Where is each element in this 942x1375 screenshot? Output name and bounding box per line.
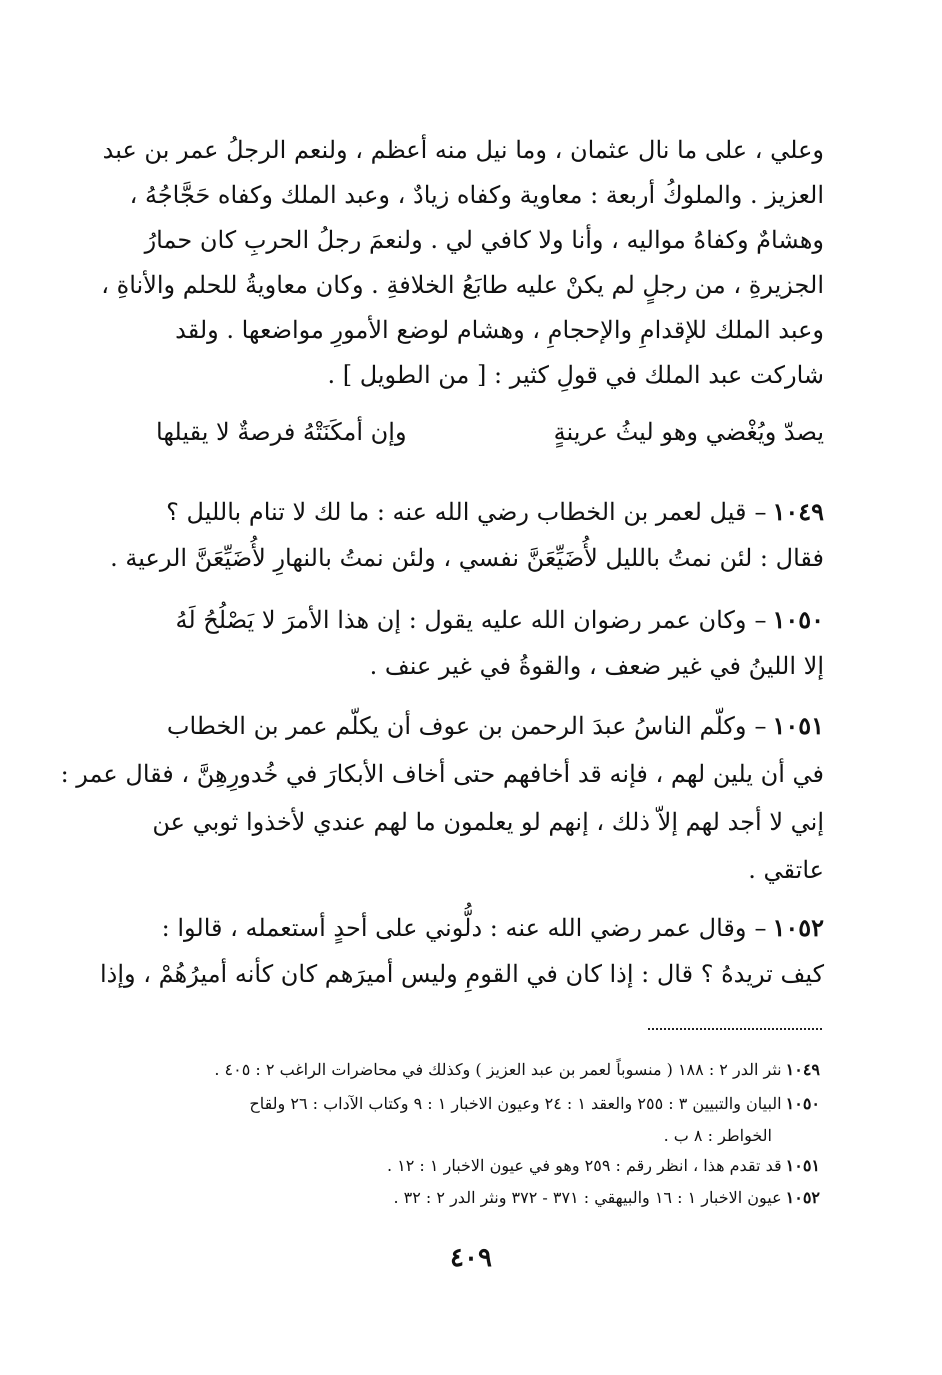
entry-text: وقال عمر رضي الله عنه : دلُّوني على أحدٍ أستعمله ، قالوا : [161, 914, 747, 942]
verse-first-hemistich: يصدّ ويُغْضي وهو ليثُ عرينةٍ [553, 418, 824, 446]
entry-first-line [0, 908, 942, 948]
footnote-number: ١٠٥٠ [785, 1094, 820, 1113]
footnote [0, 1184, 942, 1212]
entry-number: ١٠٥٠ [772, 605, 824, 634]
entry-first-line [0, 600, 942, 640]
entry-first-line [0, 492, 942, 532]
entry-dash: – [754, 606, 767, 634]
entry-dash: – [754, 914, 767, 942]
footnote [0, 1056, 942, 1084]
entry-text: وكان عمر رضوان الله عليه يقول : إن هذا الأمرَ لا يَصْلُحُ لَهُ [175, 606, 747, 634]
footnote-number: ١٠٤٩ [785, 1060, 820, 1079]
footnote-number: ١٠٥٢ [785, 1188, 820, 1207]
footnote [0, 1090, 942, 1118]
page-number: ٤٠٩ [450, 1243, 492, 1273]
entry-text: وكلّم الناسُ عبدَ الرحمن بن عوف أن يكلّم عمر بن الخطاب [166, 712, 747, 740]
entry-number: ١٠٥٢ [772, 913, 824, 942]
entry-dash: – [754, 498, 767, 526]
text-line: عاتقي . [748, 856, 824, 884]
text-line: وهشامٌ وكفاهُ مواليه ، وأنا ولا كافي لي . ولنعمَ رجلُ الحربِ كان حمارُ [144, 226, 824, 254]
text-line: وعبد الملك للإقدامِ والإحجامِ ، وهشام لوضع الأمورِ مواضعها . ولقد [175, 316, 824, 344]
footnote-continuation: الخواطر : ٨ ب . [663, 1126, 772, 1145]
text-line: فقال : لئن نمتُ بالليل لأُضَيِّعَنَّ نفسي ، ولئن نمتُ بالنهارِ لأُضَيِّعَنَّ الرعية . [110, 544, 824, 572]
footnote-text: عيون الاخبار ١ : ١٦ والبيهقي : ٣٧١ - ٣٧٢ ونثر الدر ٢ : ٣٢ . [393, 1188, 782, 1207]
text-line: الجزيرةِ ، من رجلٍ لم يكنْ عليه طابَعُ الخلافةِ . وكان معاويةُ للحلم والأناةِ ، [101, 271, 824, 299]
footnote-text: البيان والتبيين ٣ : ٢٥٥ والعقد ١ : ٢٤ وعيون الاخبار ١ : ٩ وكتاب الآداب : ٢٦ ولقاح [249, 1094, 782, 1113]
text-line: وعلي ، على ما نال عثمان ، وما نيل منه أعظم ، ولنعم الرجلُ عمر بن عبد [102, 136, 824, 164]
entry-number: ١٠٥١ [772, 711, 824, 740]
entry-first-line [0, 706, 942, 746]
text-line: إني لا أجد لهم إلاّ ذلك ، إنهم لو يعلمون ما لهم عندي لأخذوا ثوبي عن [152, 808, 824, 836]
text-line: العزيز . والملوكُ أربعة : معاوية وكفاه زيادٌ ، وعبد الملك وكفاه حَجَّاجُهُ ، [129, 181, 824, 209]
poetry-verse [156, 412, 824, 452]
footnote-text: قد تقدم هذا ، انظر رقم : ٢٥٩ وهو في عيون الاخبار ١ : ١٢ . [386, 1156, 782, 1175]
footnote-text: نثر الدر ٢ : ١٨٨ ( منسوباً لعمر بن عبد العزيز ) وكذلك في محاضرات الراغب ٢ : ٤٠٥ . [214, 1060, 782, 1079]
entry-dash: – [754, 712, 767, 740]
text-line: كيف تريدهُ ؟ قال : إذا كان في القومِ وليس أميرَهم كان كأنه أميرُهُمْ ، وإذا [99, 960, 824, 988]
text-line: إلا اللينُ في غير ضعف ، والقوةُ في غير عنف . [369, 652, 824, 680]
footnote [0, 1152, 942, 1180]
verse-second-hemistich: وإن أمكَنَتْهُ فرصةٌ لا يقيلها [156, 418, 407, 446]
footnote-separator [648, 1028, 822, 1030]
text-line: في أن يلين لهم ، فإنه قد أخافهم حتى أخاف الأبكارَ في خُدورِهِنَّ ، فقال عمر : [60, 760, 824, 788]
footnote-number: ١٠٥١ [785, 1156, 820, 1175]
text-line: شاركت عبد الملك في قولِ كثير : [ من الطويل ] . [327, 361, 824, 389]
entry-number: ١٠٤٩ [772, 497, 824, 526]
entry-text: قيل لعمر بن الخطاب رضي الله عنه : ما لك لا تنام بالليل ؟ [166, 498, 747, 526]
